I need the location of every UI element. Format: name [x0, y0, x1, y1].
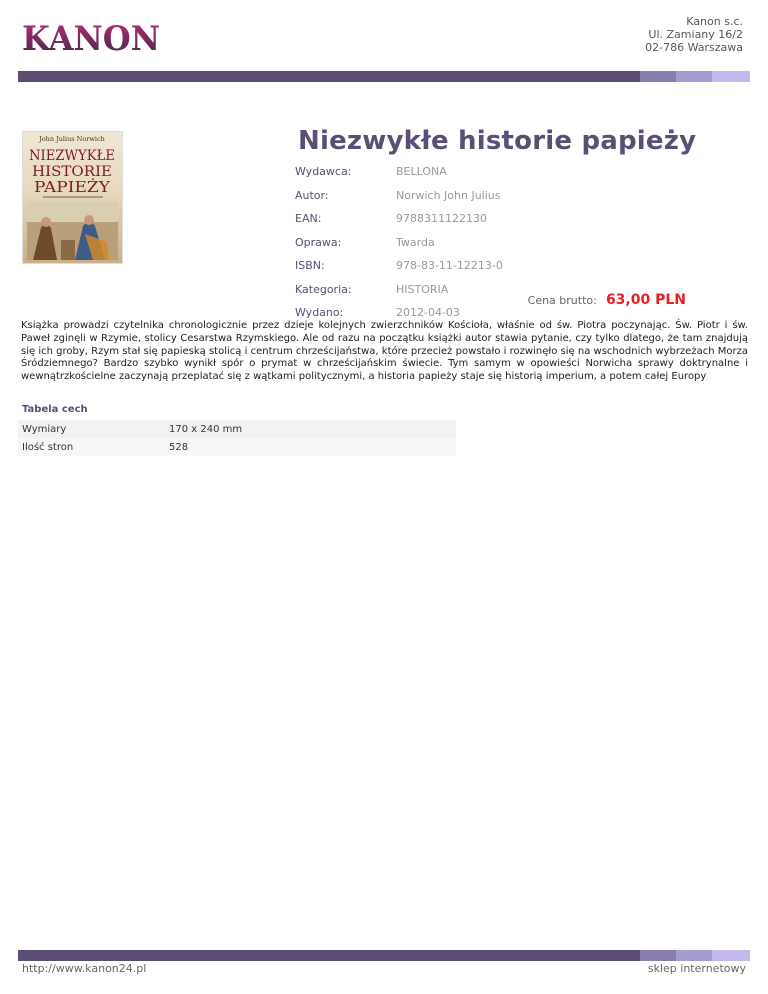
feature-value-dimensions: 170 x 240 mm — [169, 423, 243, 435]
company-name: Kanon s.c. — [686, 15, 743, 28]
features-table — [18, 401, 456, 456]
detail-value-category: HISTORIA — [396, 282, 449, 296]
detail-label: Wydano: — [295, 306, 344, 320]
footer-url[interactable]: http://www.kanon24.pl — [22, 962, 147, 975]
company-city: 02-786 Warszawa — [645, 41, 743, 54]
detail-row-publisher — [295, 160, 503, 184]
detail-row-isbn — [295, 254, 503, 278]
cover-author: John Julius Norwich — [39, 135, 105, 143]
detail-value-author: Norwich John Julius — [396, 188, 501, 202]
price-value: 63,00 PLN — [605, 292, 686, 308]
kanon-logo — [22, 20, 162, 54]
footer-divider-bar — [18, 950, 750, 961]
company-address — [645, 15, 743, 54]
features-row-pages — [18, 438, 456, 456]
company-street: Ul. Zamiany 16/2 — [648, 28, 743, 41]
cover-title-line-1: NIEZWYKŁE — [29, 148, 115, 164]
detail-value-publisher: BELLONA — [396, 165, 447, 179]
price-block — [528, 289, 686, 308]
detail-label: EAN: — [295, 212, 322, 226]
feature-name: Wymiary — [22, 423, 67, 435]
features-table-header: Tabela cech — [18, 401, 456, 420]
detail-label: ISBN: — [295, 259, 325, 273]
detail-row-binding — [295, 231, 503, 255]
footer-tagline: sklep internetowy — [647, 962, 746, 975]
detail-row-ean — [295, 207, 503, 231]
feature-name: Ilość stron — [22, 441, 74, 453]
logo-text: KANON — [22, 20, 160, 54]
cover-title-line-3: PAPIEŻY — [34, 178, 112, 196]
detail-value-binding: Twarda — [396, 235, 435, 249]
book-title: Niezwykłe historie papieży — [298, 126, 697, 156]
detail-label: Autor: — [295, 188, 329, 202]
cover-title-line-2: HISTORIE — [32, 164, 113, 180]
price-label: Cena brutto: — [527, 294, 597, 307]
detail-label: Oprawa: — [295, 235, 342, 249]
book-cover-image — [22, 131, 123, 264]
detail-value-ean: 9788311122130 — [396, 212, 487, 226]
header-divider-bar — [18, 71, 750, 82]
detail-row-category — [295, 278, 503, 302]
detail-row-author — [295, 184, 503, 208]
feature-value-pages: 528 — [169, 441, 189, 453]
book-description: Książka prowadzi czytelnika chronologicznie przez dzieje kolejnych zwierzchników Kościoła, właśnie od św. Piotra poczynając. Św. Piotr i św. Paweł zginęli w Rzymie, stolicy Cesarstwa Rzymskiego. Ale od razu na początku książki autor stawia pytanie, czy tylko dlatego, że tam znajdują się ich groby, Rzym stał się papieską stolicą i centrum chrześcijaństwa, które przecież powstało i rozwinęło się na wschodnich wybrzeżach Morza Śródziemnego? Bardzo szybko wynikł spór o prymat w chrześcijańskim świecie. Tym samym w opowieści Norwicha sprawy doktrynalne i wewnątrzkościelne zaczynają przeplatać się z wątkami politycznymi, a historia papieży staje się historią imperium, a potem całej Europy — [21, 320, 748, 383]
detail-value-isbn: 978-83-11-12213-0 — [396, 259, 503, 273]
features-row-dimensions — [18, 420, 456, 438]
detail-label: Kategoria: — [295, 282, 352, 296]
detail-label: Wydawca: — [295, 165, 352, 179]
detail-value-published: 2012-04-03 — [396, 306, 460, 320]
book-details-table — [295, 160, 503, 325]
